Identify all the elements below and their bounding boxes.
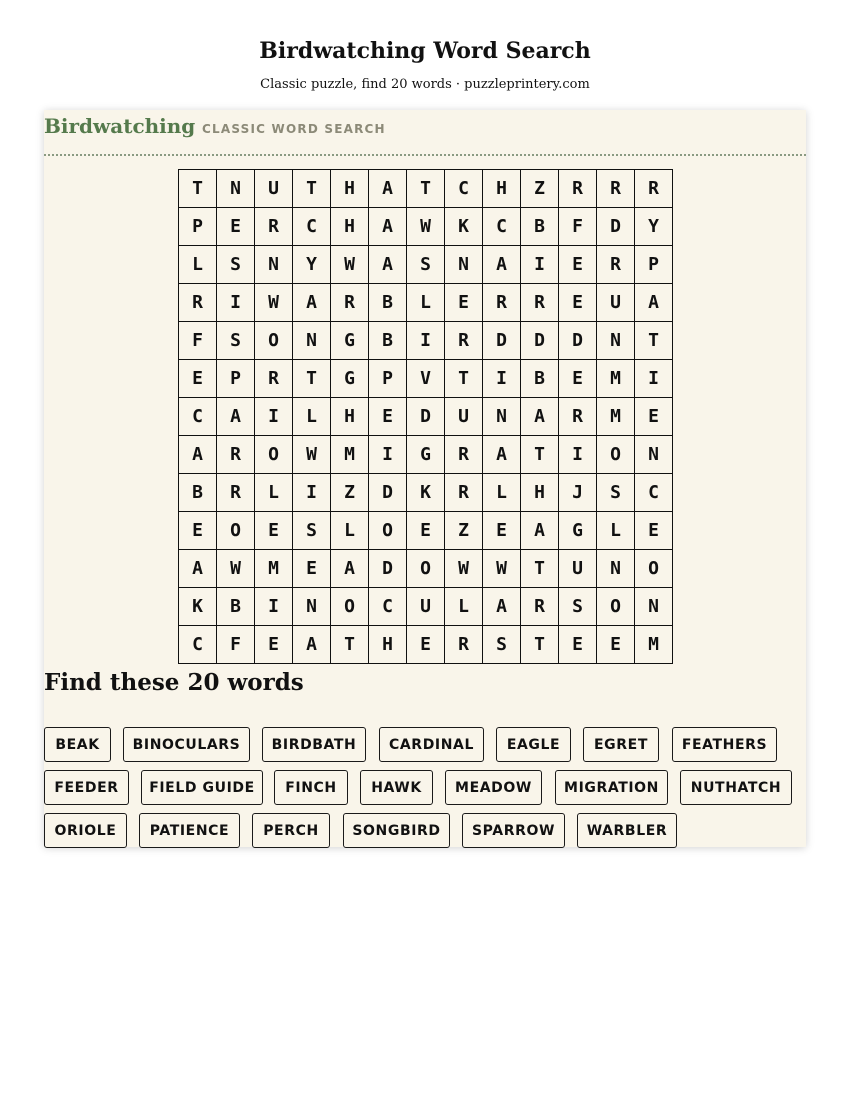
grid-cell[interactable]: I xyxy=(407,322,445,360)
grid-cell[interactable]: H xyxy=(369,626,407,664)
grid-cell[interactable]: B xyxy=(521,208,559,246)
grid-cell[interactable]: E xyxy=(483,512,521,550)
grid-cell[interactable]: P xyxy=(369,360,407,398)
grid-cell[interactable]: T xyxy=(293,360,331,398)
grid-cell[interactable]: R xyxy=(483,284,521,322)
grid-cell[interactable]: T xyxy=(635,322,673,360)
grid-cell[interactable]: W xyxy=(445,550,483,588)
grid-cell[interactable]: H xyxy=(331,208,369,246)
word-chip[interactable]: FINCH xyxy=(274,770,348,805)
grid-cell[interactable]: L xyxy=(407,284,445,322)
grid-cell[interactable]: B xyxy=(179,474,217,512)
grid-cell[interactable]: A xyxy=(293,284,331,322)
grid-cell[interactable]: C xyxy=(179,398,217,436)
word-chip[interactable]: FEATHERS xyxy=(672,727,777,762)
word-list-heading: Find these 20 words xyxy=(44,669,304,696)
word-chip[interactable]: PATIENCE xyxy=(139,813,240,848)
grid-cell[interactable]: U xyxy=(559,550,597,588)
page-subtitle: Classic puzzle, find 20 words · puzzleprintery.com xyxy=(260,77,590,92)
grid-cell[interactable]: A xyxy=(217,398,255,436)
grid-cell[interactable]: C xyxy=(635,474,673,512)
grid-cell[interactable]: K xyxy=(179,588,217,626)
grid-cell[interactable]: D xyxy=(483,322,521,360)
grid-cell[interactable]: R xyxy=(559,170,597,208)
grid-cell[interactable]: R xyxy=(445,322,483,360)
grid-cell[interactable]: R xyxy=(445,474,483,512)
grid-cell[interactable]: Z xyxy=(445,512,483,550)
grid-cell[interactable]: R xyxy=(597,246,635,284)
grid-cell[interactable]: W xyxy=(483,550,521,588)
grid-cell[interactable]: M xyxy=(597,398,635,436)
grid-cell[interactable]: M xyxy=(635,626,673,664)
grid-cell[interactable]: I xyxy=(559,436,597,474)
grid-cell[interactable]: N xyxy=(597,322,635,360)
grid-cell[interactable]: T xyxy=(407,170,445,208)
grid-cell[interactable]: U xyxy=(597,284,635,322)
grid-cell[interactable]: E xyxy=(635,398,673,436)
grid-cell[interactable]: Z xyxy=(331,474,369,512)
grid-cell[interactable]: N xyxy=(293,322,331,360)
grid-cell[interactable]: A xyxy=(521,512,559,550)
grid-cell[interactable]: G xyxy=(407,436,445,474)
grid-cell[interactable]: Z xyxy=(521,170,559,208)
word-chip[interactable]: MEADOW xyxy=(445,770,542,805)
grid-cell[interactable]: N xyxy=(483,398,521,436)
grid-cell[interactable]: D xyxy=(369,550,407,588)
grid-cell[interactable]: H xyxy=(521,474,559,512)
grid-cell[interactable]: D xyxy=(559,322,597,360)
grid-cell[interactable]: E xyxy=(293,550,331,588)
grid-cell[interactable]: L xyxy=(483,474,521,512)
grid-cell[interactable]: C xyxy=(445,170,483,208)
grid-cell[interactable]: S xyxy=(217,246,255,284)
grid-cell[interactable]: A xyxy=(369,246,407,284)
grid-cell[interactable]: R xyxy=(597,170,635,208)
grid-cell[interactable]: L xyxy=(331,512,369,550)
word-chip[interactable]: BIRDBATH xyxy=(262,727,366,762)
grid-cell[interactable]: I xyxy=(293,474,331,512)
word-chip[interactable]: NUTHATCH xyxy=(680,770,792,805)
grid-cell[interactable]: O xyxy=(369,512,407,550)
grid-cell[interactable]: E xyxy=(255,626,293,664)
grid-cell[interactable]: A xyxy=(483,436,521,474)
grid-cell[interactable]: K xyxy=(445,208,483,246)
grid-cell[interactable]: I xyxy=(521,246,559,284)
grid-cell[interactable]: B xyxy=(369,284,407,322)
grid-cell[interactable]: P xyxy=(179,208,217,246)
grid-cell[interactable]: E xyxy=(407,512,445,550)
grid-cell[interactable]: O xyxy=(255,322,293,360)
grid-cell[interactable]: E xyxy=(255,512,293,550)
grid-cell[interactable]: U xyxy=(255,170,293,208)
grid-cell[interactable]: A xyxy=(179,550,217,588)
grid-cell[interactable]: A xyxy=(369,208,407,246)
grid-cell[interactable]: D xyxy=(369,474,407,512)
grid-cell[interactable]: R xyxy=(217,474,255,512)
grid-cell[interactable]: T xyxy=(179,170,217,208)
grid-cell[interactable]: S xyxy=(559,588,597,626)
grid-cell[interactable]: R xyxy=(217,436,255,474)
grid-cell[interactable]: R xyxy=(255,360,293,398)
grid-cell[interactable]: E xyxy=(559,360,597,398)
grid-cell[interactable]: C xyxy=(483,208,521,246)
grid-cell[interactable]: M xyxy=(331,436,369,474)
grid-cell[interactable]: E xyxy=(179,512,217,550)
grid-cell[interactable]: S xyxy=(217,322,255,360)
grid-cell[interactable]: T xyxy=(521,436,559,474)
grid-cell[interactable]: R xyxy=(635,170,673,208)
grid-cell[interactable]: T xyxy=(521,626,559,664)
grid-cell[interactable]: S xyxy=(407,246,445,284)
grid-cell[interactable]: E xyxy=(407,626,445,664)
grid-cell[interactable]: L xyxy=(255,474,293,512)
grid-cell[interactable]: E xyxy=(635,512,673,550)
grid-cell[interactable]: L xyxy=(179,246,217,284)
grid-cell[interactable]: G xyxy=(331,322,369,360)
grid-cell[interactable]: R xyxy=(179,284,217,322)
grid-cell[interactable]: O xyxy=(597,436,635,474)
grid-cell[interactable]: S xyxy=(597,474,635,512)
grid-cell[interactable]: A xyxy=(483,588,521,626)
grid-cell[interactable]: I xyxy=(255,588,293,626)
grid-cell[interactable]: A xyxy=(293,626,331,664)
grid-cell[interactable]: A xyxy=(635,284,673,322)
grid-cell[interactable]: Y xyxy=(293,246,331,284)
grid-cell[interactable]: G xyxy=(559,512,597,550)
grid-cell[interactable]: T xyxy=(521,550,559,588)
grid-cell[interactable]: N xyxy=(635,436,673,474)
word-chip[interactable]: WARBLER xyxy=(577,813,677,848)
grid-cell[interactable]: D xyxy=(407,398,445,436)
grid-cell[interactable]: C xyxy=(369,588,407,626)
grid-cell[interactable]: A xyxy=(521,398,559,436)
grid-cell[interactable]: O xyxy=(597,588,635,626)
grid-cell[interactable]: W xyxy=(255,284,293,322)
grid-cell[interactable]: E xyxy=(559,626,597,664)
grid-cell[interactable]: N xyxy=(635,588,673,626)
grid-cell[interactable]: I xyxy=(255,398,293,436)
grid-cell[interactable]: S xyxy=(483,626,521,664)
grid-cell[interactable]: E xyxy=(179,360,217,398)
grid-cell[interactable]: R xyxy=(255,208,293,246)
word-chip[interactable]: BINOCULARS xyxy=(123,727,250,762)
grid-cell[interactable]: N xyxy=(217,170,255,208)
grid-cell[interactable]: W xyxy=(407,208,445,246)
word-chip[interactable]: FIELD GUIDE xyxy=(141,770,263,805)
grid-cell[interactable]: T xyxy=(331,626,369,664)
grid-cell[interactable]: A xyxy=(331,550,369,588)
card-header xyxy=(44,110,806,156)
grid-cell[interactable]: O xyxy=(217,512,255,550)
grid-cell[interactable]: B xyxy=(217,588,255,626)
puzzle-card xyxy=(44,110,806,847)
grid-cell[interactable]: B xyxy=(521,360,559,398)
grid-cell[interactable]: I xyxy=(483,360,521,398)
grid-cell[interactable]: E xyxy=(369,398,407,436)
word-chip[interactable]: SPARROW xyxy=(462,813,565,848)
grid-cell[interactable]: R xyxy=(331,284,369,322)
grid-cell[interactable]: O xyxy=(331,588,369,626)
grid-cell[interactable]: N xyxy=(293,588,331,626)
word-chip[interactable]: EAGLE xyxy=(496,727,571,762)
grid-cell[interactable]: C xyxy=(179,626,217,664)
grid-cell[interactable]: E xyxy=(597,626,635,664)
word-chip[interactable]: MIGRATION xyxy=(555,770,668,805)
grid-cell[interactable]: F xyxy=(559,208,597,246)
grid-cell[interactable]: W xyxy=(293,436,331,474)
grid-cell[interactable]: Y xyxy=(635,208,673,246)
grid-cell[interactable]: O xyxy=(255,436,293,474)
grid-cell[interactable]: N xyxy=(445,246,483,284)
grid-cell[interactable]: O xyxy=(635,550,673,588)
brand-title: Birdwatching xyxy=(44,114,196,138)
grid-cell[interactable]: W xyxy=(331,246,369,284)
grid-cell[interactable]: R xyxy=(521,588,559,626)
grid-cell[interactable]: L xyxy=(293,398,331,436)
grid-cell[interactable]: E xyxy=(217,208,255,246)
grid-cell[interactable]: H xyxy=(331,170,369,208)
grid-cell[interactable]: A xyxy=(483,246,521,284)
word-chip[interactable]: ORIOLE xyxy=(44,813,127,848)
grid-cell[interactable]: S xyxy=(293,512,331,550)
grid-cell[interactable]: T xyxy=(293,170,331,208)
word-chip[interactable]: PERCH xyxy=(252,813,330,848)
word-chip[interactable]: FEEDER xyxy=(44,770,129,805)
grid-cell[interactable]: R xyxy=(445,626,483,664)
grid-cell[interactable]: P xyxy=(635,246,673,284)
grid-cell[interactable]: R xyxy=(559,398,597,436)
grid-cell[interactable]: J xyxy=(559,474,597,512)
puzzle-type-label: CLASSIC WORD SEARCH xyxy=(202,122,386,136)
word-chip[interactable]: SONGBIRD xyxy=(343,813,450,848)
grid-cell[interactable]: I xyxy=(217,284,255,322)
grid-cell[interactable]: O xyxy=(407,550,445,588)
grid-cell[interactable]: M xyxy=(255,550,293,588)
word-chip[interactable]: CARDINAL xyxy=(379,727,484,762)
grid-cell[interactable]: M xyxy=(597,360,635,398)
grid-cell[interactable]: L xyxy=(445,588,483,626)
word-chip[interactable]: EGRET xyxy=(583,727,659,762)
grid-cell[interactable]: D xyxy=(521,322,559,360)
grid-cell[interactable]: V xyxy=(407,360,445,398)
grid-cell[interactable]: F xyxy=(179,322,217,360)
page-title: Birdwatching Word Search xyxy=(259,38,591,64)
grid-cell[interactable]: N xyxy=(255,246,293,284)
grid-cell[interactable]: A xyxy=(179,436,217,474)
grid-cell[interactable]: T xyxy=(445,360,483,398)
grid-cell[interactable]: B xyxy=(369,322,407,360)
grid-cell[interactable]: H xyxy=(331,398,369,436)
grid-cell[interactable]: R xyxy=(445,436,483,474)
grid-cell[interactable]: H xyxy=(483,170,521,208)
grid-cell[interactable]: D xyxy=(597,208,635,246)
grid-cell[interactable]: U xyxy=(407,588,445,626)
grid-cell[interactable]: W xyxy=(217,550,255,588)
grid-cell[interactable]: R xyxy=(521,284,559,322)
grid-cell[interactable]: K xyxy=(407,474,445,512)
grid-cell[interactable]: F xyxy=(217,626,255,664)
grid-cell[interactable]: C xyxy=(293,208,331,246)
grid-cell[interactable]: I xyxy=(369,436,407,474)
grid-cell[interactable]: I xyxy=(635,360,673,398)
grid-cell[interactable]: L xyxy=(597,512,635,550)
grid-cell[interactable]: E xyxy=(559,284,597,322)
grid-cell[interactable]: N xyxy=(597,550,635,588)
grid-cell[interactable]: U xyxy=(445,398,483,436)
word-chip[interactable]: BEAK xyxy=(44,727,111,762)
grid-cell[interactable]: G xyxy=(331,360,369,398)
grid-cell[interactable]: E xyxy=(559,246,597,284)
letter-grid[interactable] xyxy=(178,169,673,664)
grid-cell[interactable]: E xyxy=(445,284,483,322)
grid-cell[interactable]: A xyxy=(369,170,407,208)
grid-cell[interactable]: P xyxy=(217,360,255,398)
word-chip[interactable]: HAWK xyxy=(360,770,433,805)
